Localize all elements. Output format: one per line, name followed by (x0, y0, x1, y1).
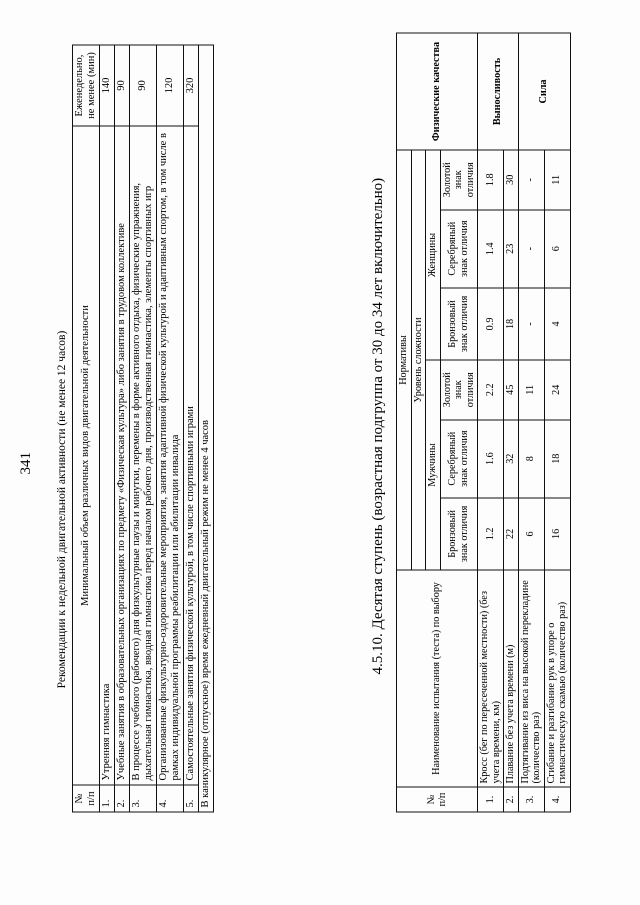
activity-text: Учебные занятия в образовательных организациях по предмету «Физическая культура» либо занятия в трудовом коллективе (115, 126, 130, 785)
norm-value: 1.4 (478, 210, 504, 288)
activity-text: Утренняя гимнастика (100, 126, 115, 785)
quality-endurance: Выносливость (478, 33, 519, 150)
header-silver: Серебряный знак отличия (440, 210, 478, 288)
norm-value: 23 (504, 210, 519, 288)
table-row (397, 33, 412, 812)
activity-text: Самостоятельные занятия физической культурой, в том числе спортивными играми (184, 126, 199, 785)
header-bronze: Бронзовый знак отличия (440, 498, 478, 570)
activity-text: В процессе учебного (рабочего) дня физкультурные паузы и минутки, перемены в форме активного отдыха, физические упражнения, дыхательная гимнастика, вводная гимнастика перед началом рабочего дня, производственная гимнастика, элементы спортивных игр (130, 126, 157, 785)
table-row (130, 45, 157, 812)
norm-value: 2.2 (478, 360, 504, 420)
row-number: 4. (157, 785, 184, 812)
header-silver: Серебряный знак отличия (440, 420, 478, 498)
norm-value: 6 (518, 498, 544, 570)
header-bronze: Бронзовый знак отличия (440, 288, 478, 360)
row-number: 4. (544, 787, 570, 812)
table1-header-activity: Минимальный объем различных видов двигательной деятельности (73, 126, 100, 785)
norm-value: 16 (544, 498, 570, 570)
activity-minutes: 140 (100, 45, 115, 126)
norm-value: 11 (518, 360, 544, 420)
norm-value: 0.9 (478, 288, 504, 360)
header-gold: Золотой знак отличия (440, 150, 478, 210)
norm-value: 1.8 (478, 150, 504, 210)
table-row (73, 45, 100, 812)
activity-minutes: 120 (157, 45, 184, 126)
test-name: Подтягивание из виса на высокой перекладине (количество раз) (518, 570, 544, 787)
table-row (115, 45, 130, 812)
table-row (199, 45, 214, 812)
activity-minutes: 90 (115, 45, 130, 126)
norm-value: 1.6 (478, 420, 504, 498)
table1-caption: Рекомендации к недельной двигательной активности (не менее 12 часов) (56, 330, 68, 689)
quality-strength: Сила (518, 33, 570, 150)
table-row (157, 45, 184, 812)
norm-value: 22 (504, 498, 519, 570)
header-gold: Золотой знак отличия (440, 360, 478, 420)
activity-table (72, 45, 214, 813)
table1-footer: В каникулярное (отпускное) время ежедневный двигательный режим не менее 4 часов (199, 45, 214, 812)
test-name: Плавание без учета времени (м) (504, 570, 519, 787)
activity-minutes: 320 (184, 45, 199, 126)
page-number: 341 (18, 452, 34, 475)
row-number: 2. (504, 787, 519, 812)
table1-header-num: № п/п (73, 785, 100, 812)
activity-text: Организованные физкультурно-оздоровительные мероприятия, занятия адаптивной физической культурой и адаптивным спортом, в том числе в рамках индивидуальной программы реабилитации или абилитации инвалида (157, 126, 184, 785)
table1-header-weekly: Еженедельно, не менее (мин) (73, 45, 100, 126)
norm-value: - (518, 150, 544, 210)
table-row (184, 45, 199, 812)
norm-value: - (518, 288, 544, 360)
norm-value: 18 (504, 288, 519, 360)
norm-value: 18 (544, 420, 570, 498)
row-number: 3. (518, 787, 544, 812)
norm-value: 6 (544, 210, 570, 288)
norms-header-women: Женщины (426, 150, 441, 360)
norm-value: 45 (504, 360, 519, 420)
norm-value: 32 (504, 420, 519, 498)
norms-header-norms: Нормативы (397, 150, 412, 570)
norm-value: 8 (518, 420, 544, 498)
test-name: Сгибание и разгибание рук в упоре о гимнастическую скамью (количество раз) (544, 570, 570, 787)
norms-header-quality: Физические качества (397, 33, 478, 150)
activity-minutes: 90 (130, 45, 157, 126)
norms-header-name: Наименование испытания (теста) по выбору (397, 570, 478, 787)
table-row (518, 33, 544, 812)
table-row (100, 45, 115, 812)
norms-header-men: Мужчины (426, 360, 441, 570)
norms-header-level: Уровень сложности (411, 150, 426, 570)
section-title: 4.5.10. Десятая ступень (возрастная подгруппа от 30 до 34 лет включительно) (370, 177, 386, 675)
row-number: 1. (100, 785, 115, 812)
row-number: 5. (184, 785, 199, 812)
norm-value: 1.2 (478, 498, 504, 570)
norm-value: 24 (544, 360, 570, 420)
norm-value: - (518, 210, 544, 288)
norms-header-num: № п/п (397, 787, 478, 812)
norm-value: 11 (544, 150, 570, 210)
table-row (478, 33, 504, 812)
table-row (544, 33, 570, 812)
table-row (504, 33, 519, 812)
norms-table (396, 33, 571, 813)
norm-value: 30 (504, 150, 519, 210)
row-number: 3. (130, 785, 157, 812)
norm-value: 4 (544, 288, 570, 360)
row-number: 1. (478, 787, 504, 812)
row-number: 2. (115, 785, 130, 812)
test-name: Кросс (бег по пересеченной местности) (без учета времени, км) (478, 570, 504, 787)
